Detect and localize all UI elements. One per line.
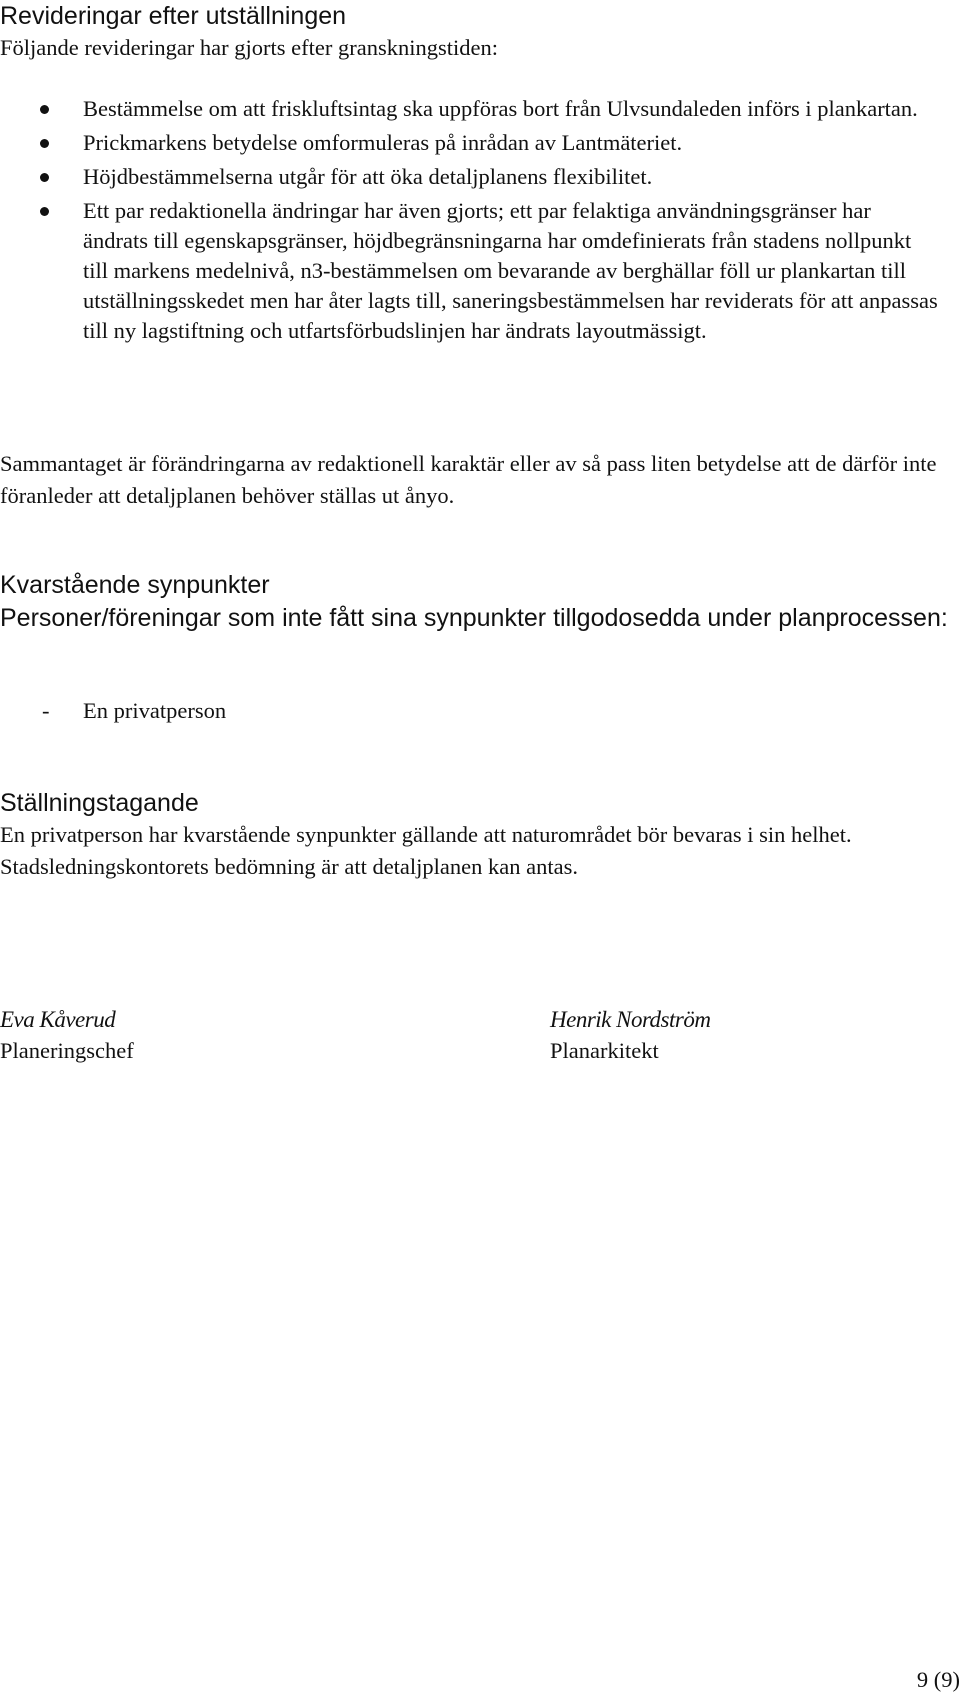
list-item-text: Bestämmelse om att friskluftsintag ska uppföras bort från Ulvsundaleden införs i plankartan. bbox=[83, 96, 918, 121]
bullet-icon bbox=[40, 139, 49, 148]
signatory-title: Planarkitekt bbox=[550, 1038, 659, 1063]
bullet-icon bbox=[40, 105, 49, 114]
remaining-comments-subheading: Personer/föreningar som inte fått sina synpunkter tillgodosedda under planprocessen: bbox=[0, 604, 948, 632]
list-item bbox=[0, 196, 940, 346]
list-item bbox=[0, 128, 940, 158]
dash-marker: - bbox=[42, 698, 50, 723]
revisions-heading: Revideringar efter utställningen bbox=[0, 2, 347, 30]
remaining-comments-section bbox=[0, 569, 955, 635]
list-item-text: Ett par redaktionella ändringar har även gjorts; ett par felaktiga användningsgränser har ändrats till egenskapsgränser, höjdbegränsningarna har omdefinierats från stadens nollpunkt till markens medelnivå, n3-bestämmelsen om bevarande av berghällar föll ur plankartan till utställningsskedet men har åter lagts till, saneringsbestämmelsen har reviderats för att anpassas till ny lagstiftning och utfartsförbudslinjen har ändrats layoutmässigt. bbox=[83, 198, 938, 343]
list-item-text: Höjdbestämmelserna utgår för att öka detaljplanens flexibilitet. bbox=[83, 164, 653, 189]
revisions-list bbox=[0, 94, 940, 346]
list-item bbox=[0, 162, 940, 192]
revisions-intro: Följande revideringar har gjorts efter granskningstiden: bbox=[0, 35, 498, 60]
signatory-name: Eva Kåverud bbox=[0, 1007, 116, 1032]
bullet-icon bbox=[40, 173, 49, 182]
page-number: 9 (9) bbox=[916, 1667, 960, 1692]
revisions-section bbox=[0, 0, 955, 64]
list-item-text: Prickmarkens betydelse omformuleras på inrådan av Lantmäteriet. bbox=[83, 130, 683, 155]
signatory-name: Henrik Nordström bbox=[550, 1007, 711, 1032]
signature-left bbox=[0, 1005, 134, 1067]
revisions-summary: Sammantaget är förändringarna av redaktionell karaktär eller av så pass liten betydelse att de därför inte föranleder att detaljplanen behöver ställas ut ånyo. bbox=[0, 451, 937, 508]
position-heading: Ställningstagande bbox=[0, 789, 199, 817]
position-section bbox=[0, 787, 950, 883]
bullet-icon bbox=[40, 207, 49, 216]
remaining-comments-heading: Kvarstående synpunkter bbox=[0, 571, 270, 599]
list-item-text: En privatperson bbox=[83, 698, 227, 723]
position-text: En privatperson har kvarstående synpunkter gällande att naturområdet bör bevaras i sin helhet. Stadsledningskontorets bedömning är att detaljplanen kan antas. bbox=[0, 822, 852, 879]
list-item bbox=[0, 94, 940, 124]
signatory-title: Planeringschef bbox=[0, 1038, 134, 1063]
signature-right bbox=[550, 1005, 710, 1067]
